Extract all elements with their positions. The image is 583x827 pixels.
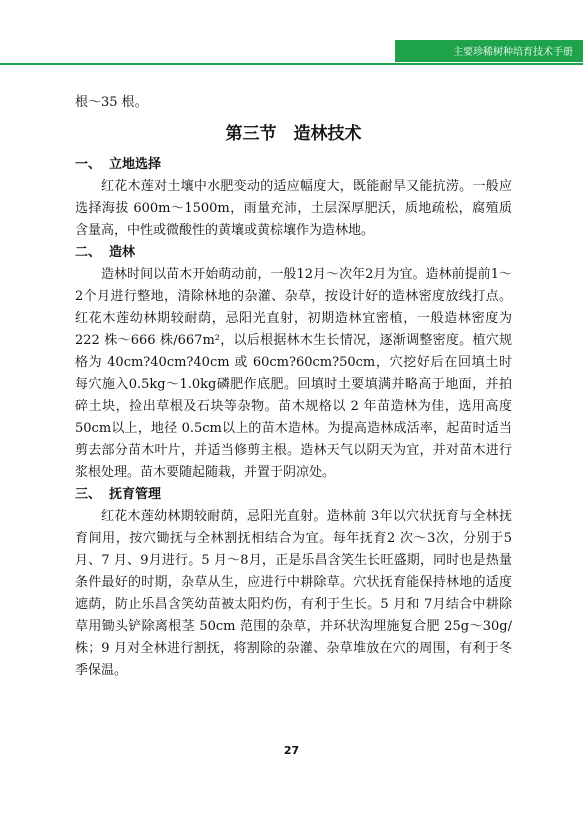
subsection-number: 二、 <box>75 245 102 260</box>
page-content <box>75 92 512 682</box>
subsection-tending <box>75 484 512 682</box>
subsection-afforestation <box>75 242 512 484</box>
subsection-site-selection <box>75 154 512 242</box>
subsection-heading-text: 立地选择 <box>109 157 162 172</box>
subsection-heading-text: 抚育管理 <box>109 487 162 502</box>
paragraph: 造林时间以苗木开始萌动前，一般12月～次年2月为宜。造林前提前1～2个月进行整地，清除林地的杂灌、杂草，按设计好的造林密度放线打点。红花木莲幼林期较耐荫，忌阳光直射，初期造林宜密植，一般造林密度为 222 株～666 株/667m²，以后根据林木生长情况，逐渐调整密度。植穴规格为 40cm?40cm?40cm 或 60cm?60cm?50cm，穴挖好后在回填土时每穴施入0.5kg～1.0kg磷肥作底肥。回填时土要填满并略高于地面，并拍碎土块，捡出草根及石块等杂物。苗木规格以 2 年苗造林为佳，选用高度 50cm以上，地径 0.5cm以上的苗木造林。为提高造林成活率，起苗时适当剪去部分苗木叶片，并适当修剪主根。造林天气以阴天为宜，并对苗木进行浆根处理。苗木要随起随栽，并置于阴凉处。 <box>75 267 512 480</box>
header-rule <box>0 63 583 65</box>
lead-line: 根～35 根。 <box>75 95 148 110</box>
subsection-number: 一、 <box>75 157 102 172</box>
paragraph: 红花木莲幼林期较耐荫，忌阳光直射。造林前 3年以穴状抚育与全林抚育间用，按穴锄抚与全林割抚相结合为宜。每年抚育2 次～3次，分别于5月、7 月、9月进行。5 月～8月，正是乐昌含笑生长旺盛期，同时也是热量条件最好的时期，杂草从生，应进行中耕除草。穴状抚育能保持林地的适度遮荫，防止乐昌含笑幼苗被太阳灼伤，有利于生长。5 月和 7月结合中耕除草用锄头铲除离根茎 50cm 范围的杂草，并环状沟埋施复合肥 25g～30g/株；9 月对全林进行割抚，将割除的杂灌、杂草堆放在穴的周围，有利于冬季保温。 <box>75 509 512 678</box>
section-title: 第三节 造林技术 <box>225 124 362 144</box>
header-title: 主要珍稀树种培育技术手册 <box>453 47 573 58</box>
paragraph: 红花木莲对土壤中水肥变动的适应幅度大，既能耐旱又能抗涝。一般应选择海拔 600m～1500m，雨量充沛，土层深厚肥沃，质地疏松，腐殖质含量高，中性或微酸性的黄壤或黄棕壤作为造林地。 <box>75 179 512 238</box>
page-number: 27 <box>283 744 300 757</box>
subsection-heading-text: 造林 <box>109 245 136 260</box>
subsection-heading <box>75 154 512 176</box>
subsection-number: 三、 <box>75 487 102 502</box>
header-band <box>395 40 583 62</box>
subsection-heading <box>75 484 512 506</box>
subsection-heading <box>75 242 512 264</box>
